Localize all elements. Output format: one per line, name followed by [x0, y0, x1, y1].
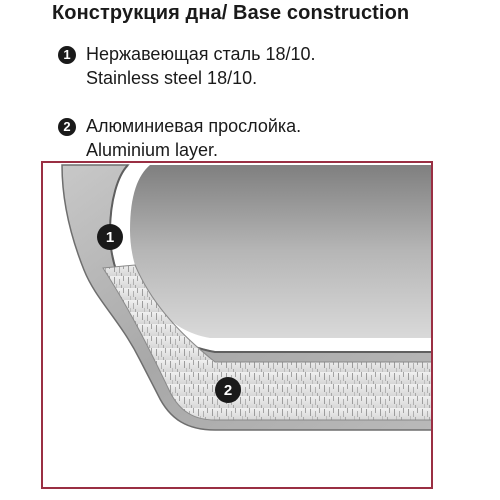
legend-number-badge: 1 [58, 46, 76, 64]
marker-1-number: 1 [105, 229, 115, 246]
legend-text-english: Aluminium layer. [86, 140, 219, 160]
marker-2-badge [215, 377, 241, 403]
legend-text-russian: Алюминиевая прослойка. [86, 116, 302, 136]
legend-number-badge: 2 [58, 118, 76, 136]
legend-text-english: Stainless steel 18/10. [86, 68, 258, 88]
marker-2-number: 2 [223, 382, 233, 399]
legend-text-russian: Нержавеющая сталь 18/10. [86, 44, 316, 64]
marker-1-badge [97, 224, 123, 250]
page-title: Конструкция дна/ Base construction [52, 2, 410, 24]
pan-interior [130, 165, 432, 338]
